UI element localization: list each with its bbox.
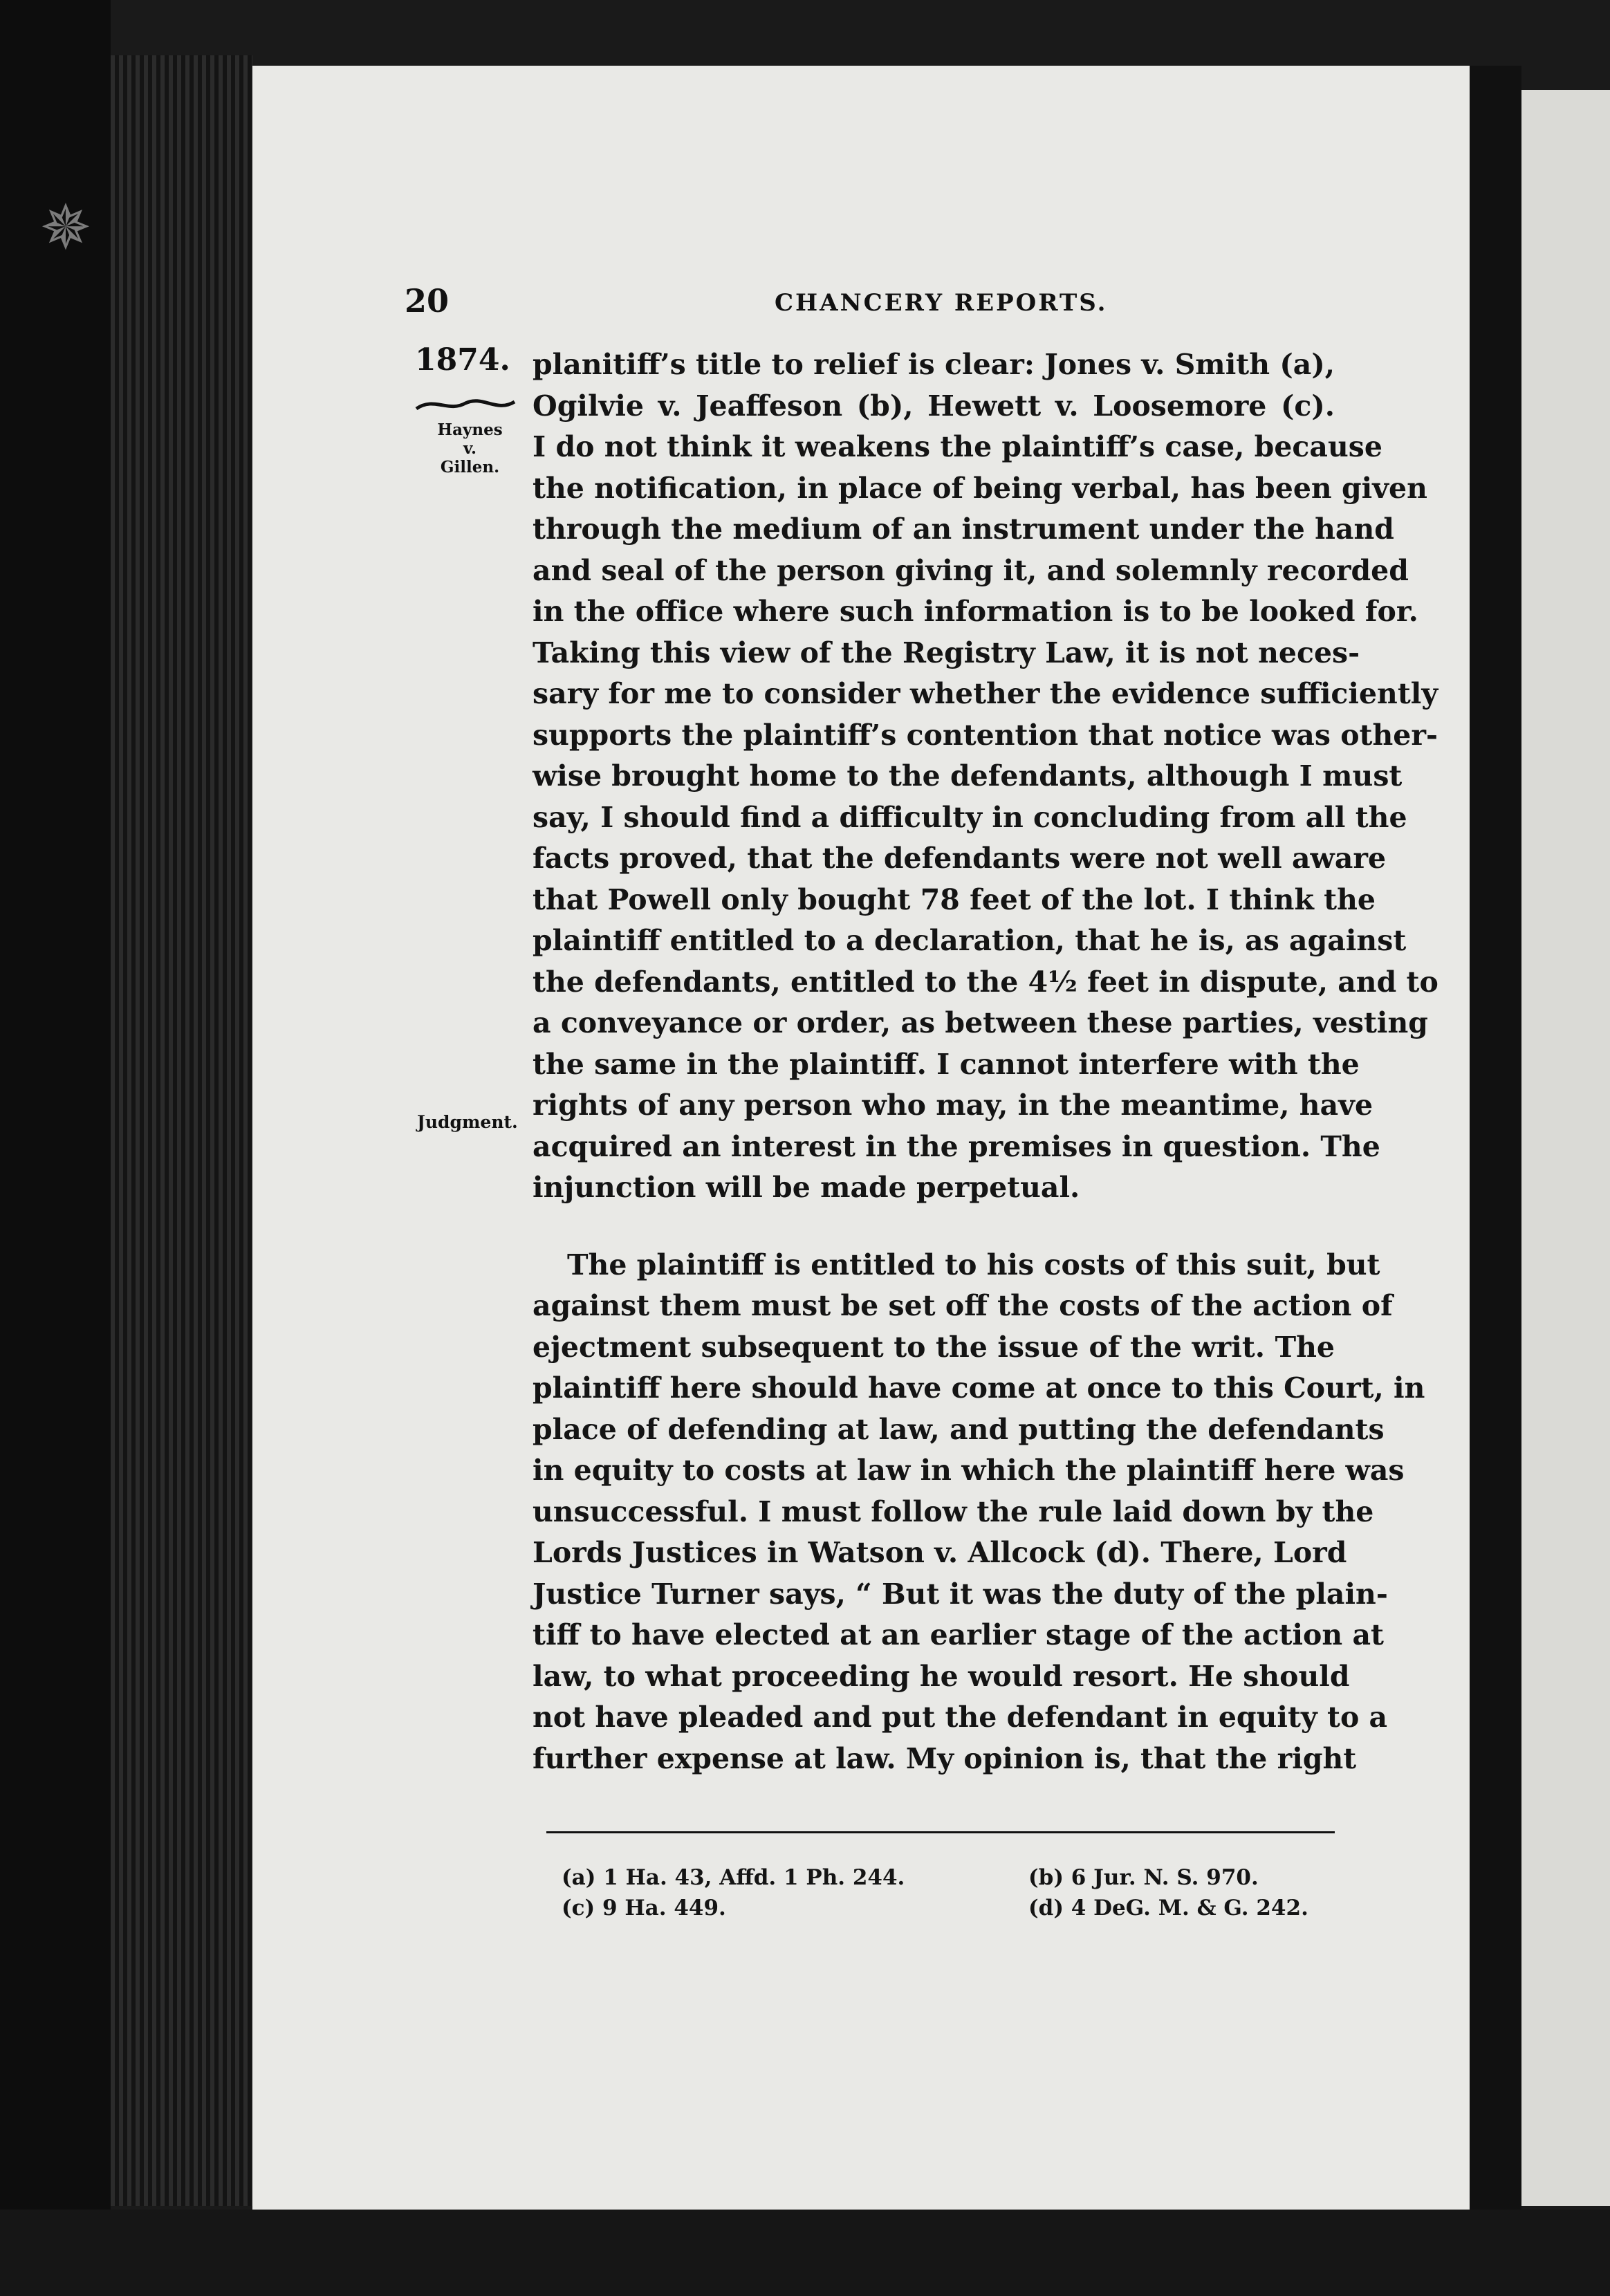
footnote-a: (a) 1 Ha. 43, Affd. 1 Ph. 244. xyxy=(562,1865,905,1890)
ornamental-swash xyxy=(414,396,517,413)
text-line: Justice Turner says, “ But it was the duty of the plain- xyxy=(533,1577,1388,1611)
text-line: rights of any person who may, in the meantime, have xyxy=(533,1089,1373,1122)
text-line: Lords Justices in Watson v. Allcock (d). There, Lord xyxy=(533,1536,1347,1569)
gutter-shadow xyxy=(1470,66,1521,2210)
text-line: unsuccessful. I must follow the rule laid down by the xyxy=(533,1494,1374,1528)
text-line: Taking this view of the Registry Law, it is not neces- xyxy=(533,636,1360,669)
footnote-row xyxy=(562,1862,1329,1893)
footnote-row xyxy=(562,1893,1329,1923)
case-defendant: Gillen. xyxy=(440,458,500,476)
scan-background-left xyxy=(0,0,111,2296)
text-line: sary for me to consider whether the evidence sufficiently xyxy=(533,677,1438,710)
text-line: say, I should find a difficulty in concluding from all the xyxy=(533,800,1407,834)
paragraph-gap xyxy=(533,1209,1335,1245)
text-line: the defendants, entitled to the 4½ feet in dispute, and to xyxy=(533,965,1438,999)
running-head: CHANCERY REPORTS. xyxy=(775,289,1108,317)
facing-page-edge xyxy=(1521,90,1610,2206)
case-versus: v. xyxy=(463,439,477,458)
footnotes xyxy=(562,1862,1329,1923)
footnote-b: (b) 6 Jur. N. S. 970. xyxy=(1028,1865,1259,1890)
text-line: law, to what proceeding he would resort. He should xyxy=(533,1659,1350,1693)
text-line: ejectment subsequent to the issue of the writ. The xyxy=(533,1330,1335,1364)
text-line: supports the plaintiff’s contention that notice was other- xyxy=(533,718,1438,752)
text-line: through the medium of an instrument under the hand xyxy=(533,512,1394,546)
text-line: plaintiff entitled to a declaration, that he is, as against xyxy=(533,924,1407,957)
text-line: tiff to have elected at an earlier stage of the action at xyxy=(533,1618,1384,1651)
text-line: Ogilvie v. Jeaffeson (b), Hewett v. Loosemore (c). xyxy=(533,389,1335,423)
text-line: The plaintiff is entitled to his costs of this suit, but xyxy=(567,1248,1380,1281)
text-line: in equity to costs at law in which the plaintiff here was xyxy=(533,1454,1405,1487)
footnote-c: (c) 9 Ha. 449. xyxy=(562,1896,726,1920)
text-line: the notification, in place of being verbal, has been given xyxy=(533,471,1427,505)
footnote-rule xyxy=(546,1831,1335,1833)
body-text xyxy=(533,344,1438,1779)
text-line: I do not think it weakens the plaintiff’s case, because xyxy=(533,430,1382,463)
page-number: 20 xyxy=(405,282,450,320)
text-line: not have pleaded and put the defendant in equity to a xyxy=(533,1701,1388,1734)
scan-background-bottom xyxy=(0,2210,1610,2296)
text-line: a conveyance or order, as between these parties, vesting xyxy=(533,1006,1428,1039)
text-line: and seal of the person giving it, and solemnly recorded xyxy=(533,553,1409,587)
text-line: facts proved, that the defendants were not well aware xyxy=(533,842,1387,875)
scan-blemish: ✵ xyxy=(39,192,92,264)
text-line: injunction will be made perpetual. xyxy=(533,1171,1080,1204)
case-caption xyxy=(423,420,517,476)
text-line: acquired an interest in the premises in question. The xyxy=(533,1129,1380,1163)
text-line: planitiff’s title to relief is clear: Jones v. Smith (a), xyxy=(533,348,1335,381)
text-line: wise brought home to the defendants, although I must xyxy=(533,759,1403,793)
margin-year: 1874. xyxy=(415,342,510,378)
text-line: that Powell only bought 78 feet of the lot. I think the xyxy=(533,882,1376,916)
text-line: the same in the plaintiff. I cannot interfere with the xyxy=(533,1047,1360,1081)
text-line: further expense at law. My opinion is, that the right xyxy=(533,1741,1357,1775)
text-line: plaintiff here should have come at once to this Court, in xyxy=(533,1371,1425,1405)
footnote-d: (d) 4 DeG. M. & G. 242. xyxy=(1028,1896,1308,1920)
text-line: in the office where such information is to be looked for. xyxy=(533,595,1418,628)
case-plaintiff: Haynes xyxy=(437,420,503,439)
text-line: against them must be set off the costs of the action of xyxy=(533,1289,1393,1322)
margin-note-judgment: Judgment. xyxy=(417,1112,518,1132)
book-spine xyxy=(111,55,252,2206)
text-line: place of defending at law, and putting the defendants xyxy=(533,1412,1385,1446)
